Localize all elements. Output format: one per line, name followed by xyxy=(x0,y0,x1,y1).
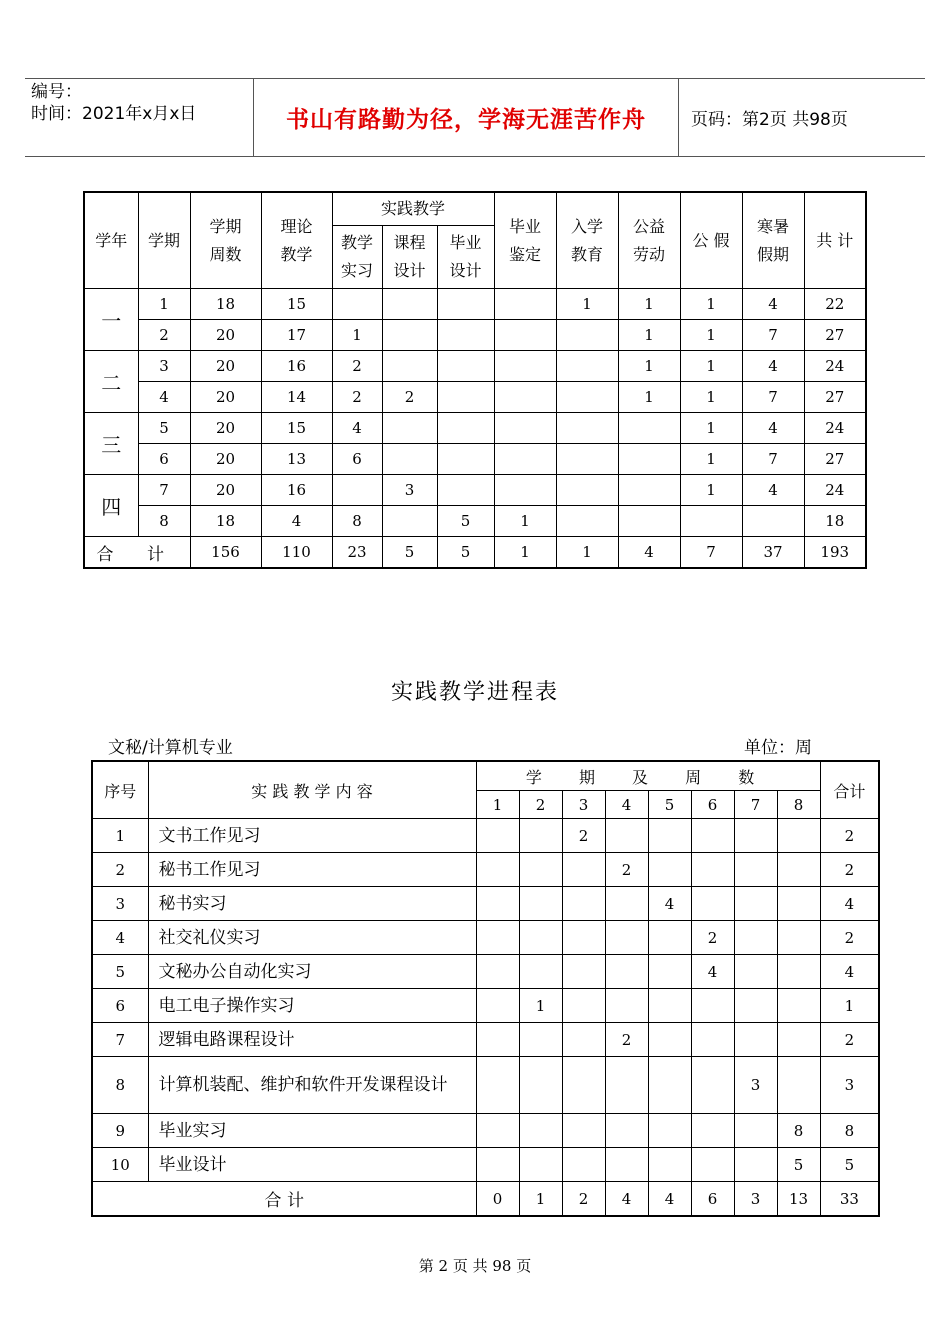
th-graduation-design: 毕业设计 xyxy=(437,226,494,289)
week-cell xyxy=(605,989,648,1023)
week-cell xyxy=(519,887,562,921)
week-cell xyxy=(476,955,519,989)
week-cell xyxy=(691,989,734,1023)
table-cell xyxy=(618,413,680,444)
table-cell: 1 xyxy=(494,506,556,537)
th-vacation: 寒暑假期 xyxy=(742,192,804,289)
table-cell xyxy=(382,506,437,537)
table-total-row xyxy=(84,537,866,569)
term-cell: 8 xyxy=(138,506,190,537)
table-cell xyxy=(437,320,494,351)
total-cell: 1 xyxy=(519,1182,562,1217)
week-cell xyxy=(476,921,519,955)
table-cell: 7 xyxy=(742,444,804,475)
table-cell: 27 xyxy=(804,444,866,475)
term-cell: 4 xyxy=(138,382,190,413)
row-total: 2 xyxy=(820,1023,879,1057)
table-cell: 20 xyxy=(190,413,261,444)
th-total: 共 计 xyxy=(804,192,866,289)
week-cell xyxy=(476,1114,519,1148)
total-cell: 4 xyxy=(605,1182,648,1217)
week-cell xyxy=(734,1114,777,1148)
table-cell: 6 xyxy=(332,444,382,475)
table-cell xyxy=(437,475,494,506)
term-cell: 2 xyxy=(138,320,190,351)
week-cell xyxy=(648,989,691,1023)
table-cell: 24 xyxy=(804,351,866,382)
row-number: 7 xyxy=(92,1023,148,1057)
table-cell xyxy=(437,382,494,413)
table-cell: 1 xyxy=(680,320,742,351)
week-cell xyxy=(605,921,648,955)
week-cell: 4 xyxy=(691,955,734,989)
table-cell xyxy=(494,351,556,382)
week-cell xyxy=(691,1023,734,1057)
row-number: 2 xyxy=(92,853,148,887)
table-cell: 2 xyxy=(382,382,437,413)
table-cell: 20 xyxy=(190,444,261,475)
table-cell: 22 xyxy=(804,289,866,320)
table-cell: 24 xyxy=(804,413,866,444)
th-course-design: 课程设计 xyxy=(382,226,437,289)
total-cell: 7 xyxy=(680,537,742,569)
table-cell xyxy=(618,506,680,537)
table-cell: 4 xyxy=(742,413,804,444)
table-cell: 1 xyxy=(680,444,742,475)
table-row xyxy=(92,955,879,989)
table-cell xyxy=(556,475,618,506)
table-cell: 18 xyxy=(804,506,866,537)
table-cell: 18 xyxy=(190,506,261,537)
week-cell xyxy=(476,1148,519,1182)
week-cell: 8 xyxy=(777,1114,820,1148)
total-cell: 4 xyxy=(648,1182,691,1217)
practice-content: 文书工作见习 xyxy=(148,819,476,853)
table-cell xyxy=(494,320,556,351)
table-cell: 2 xyxy=(332,351,382,382)
week-cell xyxy=(734,819,777,853)
table-cell xyxy=(494,413,556,444)
table-cell: 4 xyxy=(742,289,804,320)
table-row xyxy=(84,351,866,382)
th-semester-num: 6 xyxy=(691,791,734,819)
th-entry-edu: 入学教育 xyxy=(556,192,618,289)
practice-schedule-title: 实践教学进程表 xyxy=(390,680,559,705)
table-cell xyxy=(494,382,556,413)
row-total: 8 xyxy=(820,1114,879,1148)
total-cell: 23 xyxy=(332,537,382,569)
total-label xyxy=(92,1182,476,1217)
practice-content: 秘书工作见习 xyxy=(148,853,476,887)
week-cell xyxy=(734,1148,777,1182)
table-cell: 16 xyxy=(261,351,332,382)
table-row xyxy=(84,382,866,413)
header-meta xyxy=(25,79,254,156)
table-cell: 27 xyxy=(804,320,866,351)
header-motto: 书山有路勤为径，学海无涯苦作舟 xyxy=(254,79,679,156)
table-row xyxy=(92,1114,879,1148)
table-cell: 4 xyxy=(261,506,332,537)
week-cell xyxy=(519,955,562,989)
table-cell xyxy=(618,444,680,475)
table-row xyxy=(92,1057,879,1114)
major-label: 文秘/计算机专业 xyxy=(108,738,233,758)
week-cell xyxy=(734,989,777,1023)
table-cell xyxy=(437,413,494,444)
week-cell xyxy=(691,887,734,921)
table-cell: 20 xyxy=(190,351,261,382)
row-number: 1 xyxy=(92,819,148,853)
year-cell: 四 xyxy=(84,475,138,537)
total-cell: 4 xyxy=(618,537,680,569)
week-cell xyxy=(648,1023,691,1057)
week-cell xyxy=(648,1148,691,1182)
row-total: 4 xyxy=(820,955,879,989)
total-label-text: 合 计 xyxy=(264,1191,304,1211)
week-cell xyxy=(777,921,820,955)
total-sum-cell: 33 xyxy=(820,1182,879,1217)
term-cell: 6 xyxy=(138,444,190,475)
week-cell xyxy=(734,955,777,989)
th-term: 学期 xyxy=(138,192,190,289)
week-cell xyxy=(562,1148,605,1182)
week-cell xyxy=(734,921,777,955)
th-semester-num: 8 xyxy=(777,791,820,819)
table-cell: 1 xyxy=(618,320,680,351)
table-cell xyxy=(437,351,494,382)
table-cell: 8 xyxy=(332,506,382,537)
week-cell xyxy=(734,1023,777,1057)
week-cell xyxy=(519,1057,562,1114)
week-cell xyxy=(605,819,648,853)
table-cell: 1 xyxy=(556,289,618,320)
week-cell xyxy=(648,955,691,989)
table-cell: 24 xyxy=(804,475,866,506)
table-cell: 7 xyxy=(742,382,804,413)
table-cell: 20 xyxy=(190,475,261,506)
th-holiday: 公 假 xyxy=(680,192,742,289)
table-cell: 1 xyxy=(618,351,680,382)
table-cell: 15 xyxy=(261,413,332,444)
table-cell xyxy=(332,475,382,506)
total-cell: 1 xyxy=(494,537,556,569)
week-cell xyxy=(605,1148,648,1182)
table-cell: 16 xyxy=(261,475,332,506)
number-label: 编号： xyxy=(31,82,82,102)
total-cell: 193 xyxy=(804,537,866,569)
table-row xyxy=(92,921,879,955)
week-cell xyxy=(691,819,734,853)
week-cell xyxy=(777,1023,820,1057)
table-row xyxy=(92,1023,879,1057)
week-cell: 2 xyxy=(605,853,648,887)
table-cell xyxy=(556,506,618,537)
week-cell xyxy=(562,955,605,989)
table-cell: 20 xyxy=(190,320,261,351)
row-total: 2 xyxy=(820,819,879,853)
row-total: 5 xyxy=(820,1148,879,1182)
table-cell: 4 xyxy=(332,413,382,444)
week-cell xyxy=(476,853,519,887)
week-cell xyxy=(734,853,777,887)
total-cell: 13 xyxy=(777,1182,820,1217)
table-cell: 15 xyxy=(261,289,332,320)
week-cell xyxy=(476,1057,519,1114)
week-cell xyxy=(777,819,820,853)
th-semester-num: 3 xyxy=(562,791,605,819)
th-semester-num: 7 xyxy=(734,791,777,819)
row-total: 2 xyxy=(820,921,879,955)
week-cell xyxy=(562,853,605,887)
th-public-labor: 公益劳动 xyxy=(618,192,680,289)
practice-content: 计算机装配、维护和软件开发课程设计 xyxy=(148,1057,476,1114)
table-row xyxy=(92,853,879,887)
week-cell xyxy=(476,989,519,1023)
total-cell: 6 xyxy=(691,1182,734,1217)
week-cell xyxy=(605,955,648,989)
table-cell: 4 xyxy=(742,351,804,382)
total-cell: 5 xyxy=(382,537,437,569)
week-cell xyxy=(777,989,820,1023)
time-label: 时间：2021年x月x日 xyxy=(31,104,197,124)
term-cell: 1 xyxy=(138,289,190,320)
practice-content: 逻辑电路课程设计 xyxy=(148,1023,476,1057)
th-grad-eval: 毕业鉴定 xyxy=(494,192,556,289)
week-cell xyxy=(777,853,820,887)
week-cell xyxy=(519,921,562,955)
table-cell xyxy=(556,444,618,475)
total-cell: 156 xyxy=(190,537,261,569)
total-cell: 37 xyxy=(742,537,804,569)
table-cell xyxy=(382,444,437,475)
table-row xyxy=(84,289,866,320)
table-cell xyxy=(332,289,382,320)
table-cell: 1 xyxy=(332,320,382,351)
week-cell: 5 xyxy=(777,1148,820,1182)
week-cell xyxy=(476,1023,519,1057)
row-total: 4 xyxy=(820,887,879,921)
total-cell: 110 xyxy=(261,537,332,569)
table-row xyxy=(84,444,866,475)
th-content: 实 践 教 学 内 容 xyxy=(148,761,476,819)
table-cell: 13 xyxy=(261,444,332,475)
row-number: 4 xyxy=(92,921,148,955)
th-practice: 实践教学 xyxy=(332,192,494,226)
table-cell xyxy=(556,320,618,351)
page-footer: 第 2 页 共 98 页 xyxy=(418,1257,532,1275)
practice-table xyxy=(91,760,880,1217)
week-cell xyxy=(562,921,605,955)
week-cell xyxy=(648,853,691,887)
week-cell xyxy=(562,1057,605,1114)
table-cell: 1 xyxy=(680,289,742,320)
table-row xyxy=(92,819,879,853)
th-total: 合计 xyxy=(820,761,879,819)
table-cell: 5 xyxy=(437,506,494,537)
table-cell: 14 xyxy=(261,382,332,413)
row-total: 2 xyxy=(820,853,879,887)
table-row xyxy=(92,989,879,1023)
week-cell xyxy=(519,853,562,887)
th-semester-num: 4 xyxy=(605,791,648,819)
week-cell xyxy=(777,955,820,989)
table-cell: 17 xyxy=(261,320,332,351)
row-number: 9 xyxy=(92,1114,148,1148)
table-row xyxy=(84,320,866,351)
table-cell: 7 xyxy=(742,320,804,351)
th-theory: 理论教学 xyxy=(261,192,332,289)
term-cell: 5 xyxy=(138,413,190,444)
table-cell: 20 xyxy=(190,382,261,413)
table-cell xyxy=(680,506,742,537)
th-semester-num: 5 xyxy=(648,791,691,819)
week-cell xyxy=(519,1023,562,1057)
page-header xyxy=(25,78,925,157)
year-cell: 二 xyxy=(84,351,138,413)
table-cell xyxy=(494,444,556,475)
row-total: 3 xyxy=(820,1057,879,1114)
table-cell: 27 xyxy=(804,382,866,413)
table-cell xyxy=(382,320,437,351)
row-number: 8 xyxy=(92,1057,148,1114)
header-page-info: 页码：第2页 共98页 xyxy=(691,110,848,130)
table-row xyxy=(92,887,879,921)
table-cell xyxy=(382,289,437,320)
row-number: 3 xyxy=(92,887,148,921)
table-cell xyxy=(437,444,494,475)
week-cell xyxy=(691,1114,734,1148)
week-cell xyxy=(777,887,820,921)
year-cell: 一 xyxy=(84,289,138,351)
week-cell xyxy=(562,989,605,1023)
week-cell: 3 xyxy=(734,1057,777,1114)
th-year: 学年 xyxy=(84,192,138,289)
week-cell xyxy=(691,853,734,887)
table-cell xyxy=(382,413,437,444)
unit-label: 单位：周 xyxy=(744,738,812,758)
table-cell: 1 xyxy=(680,351,742,382)
table-cell: 1 xyxy=(680,475,742,506)
row-total: 1 xyxy=(820,989,879,1023)
table-cell xyxy=(618,475,680,506)
practice-content: 秘书实习 xyxy=(148,887,476,921)
total-cell: 1 xyxy=(556,537,618,569)
week-cell: 2 xyxy=(691,921,734,955)
week-cell xyxy=(605,1114,648,1148)
table-cell: 4 xyxy=(742,475,804,506)
week-cell xyxy=(562,1114,605,1148)
table-row xyxy=(84,475,866,506)
row-number: 10 xyxy=(92,1148,148,1182)
week-cell xyxy=(605,887,648,921)
week-cell xyxy=(519,1114,562,1148)
week-cell xyxy=(648,921,691,955)
week-cell: 4 xyxy=(648,887,691,921)
week-cell: 2 xyxy=(605,1023,648,1057)
th-semester-num: 2 xyxy=(519,791,562,819)
total-cell: 0 xyxy=(476,1182,519,1217)
week-cell xyxy=(691,1148,734,1182)
year-cell: 三 xyxy=(84,413,138,475)
week-cell xyxy=(562,887,605,921)
week-cell xyxy=(476,819,519,853)
th-no: 序号 xyxy=(92,761,148,819)
total-cell: 5 xyxy=(437,537,494,569)
practice-content: 电工电子操作实习 xyxy=(148,989,476,1023)
practice-content: 文秘办公自动化实习 xyxy=(148,955,476,989)
week-cell xyxy=(519,1148,562,1182)
week-cell xyxy=(648,819,691,853)
table-cell xyxy=(437,289,494,320)
total-cell: 2 xyxy=(562,1182,605,1217)
total-label: 合 计 xyxy=(84,537,190,569)
term-cell: 7 xyxy=(138,475,190,506)
week-cell xyxy=(777,1057,820,1114)
th-teaching-internship: 教学实习 xyxy=(332,226,382,289)
table-row xyxy=(84,506,866,537)
table-total-row xyxy=(92,1182,879,1217)
week-cell xyxy=(476,887,519,921)
table-cell xyxy=(742,506,804,537)
week-cell xyxy=(605,1057,648,1114)
table-cell: 1 xyxy=(618,382,680,413)
row-number: 5 xyxy=(92,955,148,989)
week-cell xyxy=(648,1057,691,1114)
table-cell xyxy=(494,289,556,320)
schedule-table xyxy=(83,191,867,569)
table-cell: 1 xyxy=(680,413,742,444)
week-cell xyxy=(519,819,562,853)
week-cell xyxy=(648,1114,691,1148)
practice-content: 毕业实习 xyxy=(148,1114,476,1148)
th-semester-num: 1 xyxy=(476,791,519,819)
total-cell: 3 xyxy=(734,1182,777,1217)
week-cell: 2 xyxy=(562,819,605,853)
table-cell xyxy=(494,475,556,506)
week-cell xyxy=(562,1023,605,1057)
table-cell: 3 xyxy=(382,475,437,506)
table-cell xyxy=(556,351,618,382)
table-cell: 1 xyxy=(618,289,680,320)
table-row xyxy=(92,1148,879,1182)
table-row xyxy=(84,413,866,444)
week-cell xyxy=(734,887,777,921)
practice-content: 毕业设计 xyxy=(148,1148,476,1182)
week-cell xyxy=(691,1057,734,1114)
table-cell xyxy=(556,413,618,444)
table-cell: 2 xyxy=(332,382,382,413)
table-cell xyxy=(556,382,618,413)
row-number: 6 xyxy=(92,989,148,1023)
table-cell xyxy=(382,351,437,382)
table-cell: 1 xyxy=(680,382,742,413)
th-weeks: 学期周数 xyxy=(190,192,261,289)
th-semesters: 学 期 及 周 数 xyxy=(476,761,820,791)
week-cell: 1 xyxy=(519,989,562,1023)
table-cell: 18 xyxy=(190,289,261,320)
term-cell: 3 xyxy=(138,351,190,382)
practice-content: 社交礼仪实习 xyxy=(148,921,476,955)
